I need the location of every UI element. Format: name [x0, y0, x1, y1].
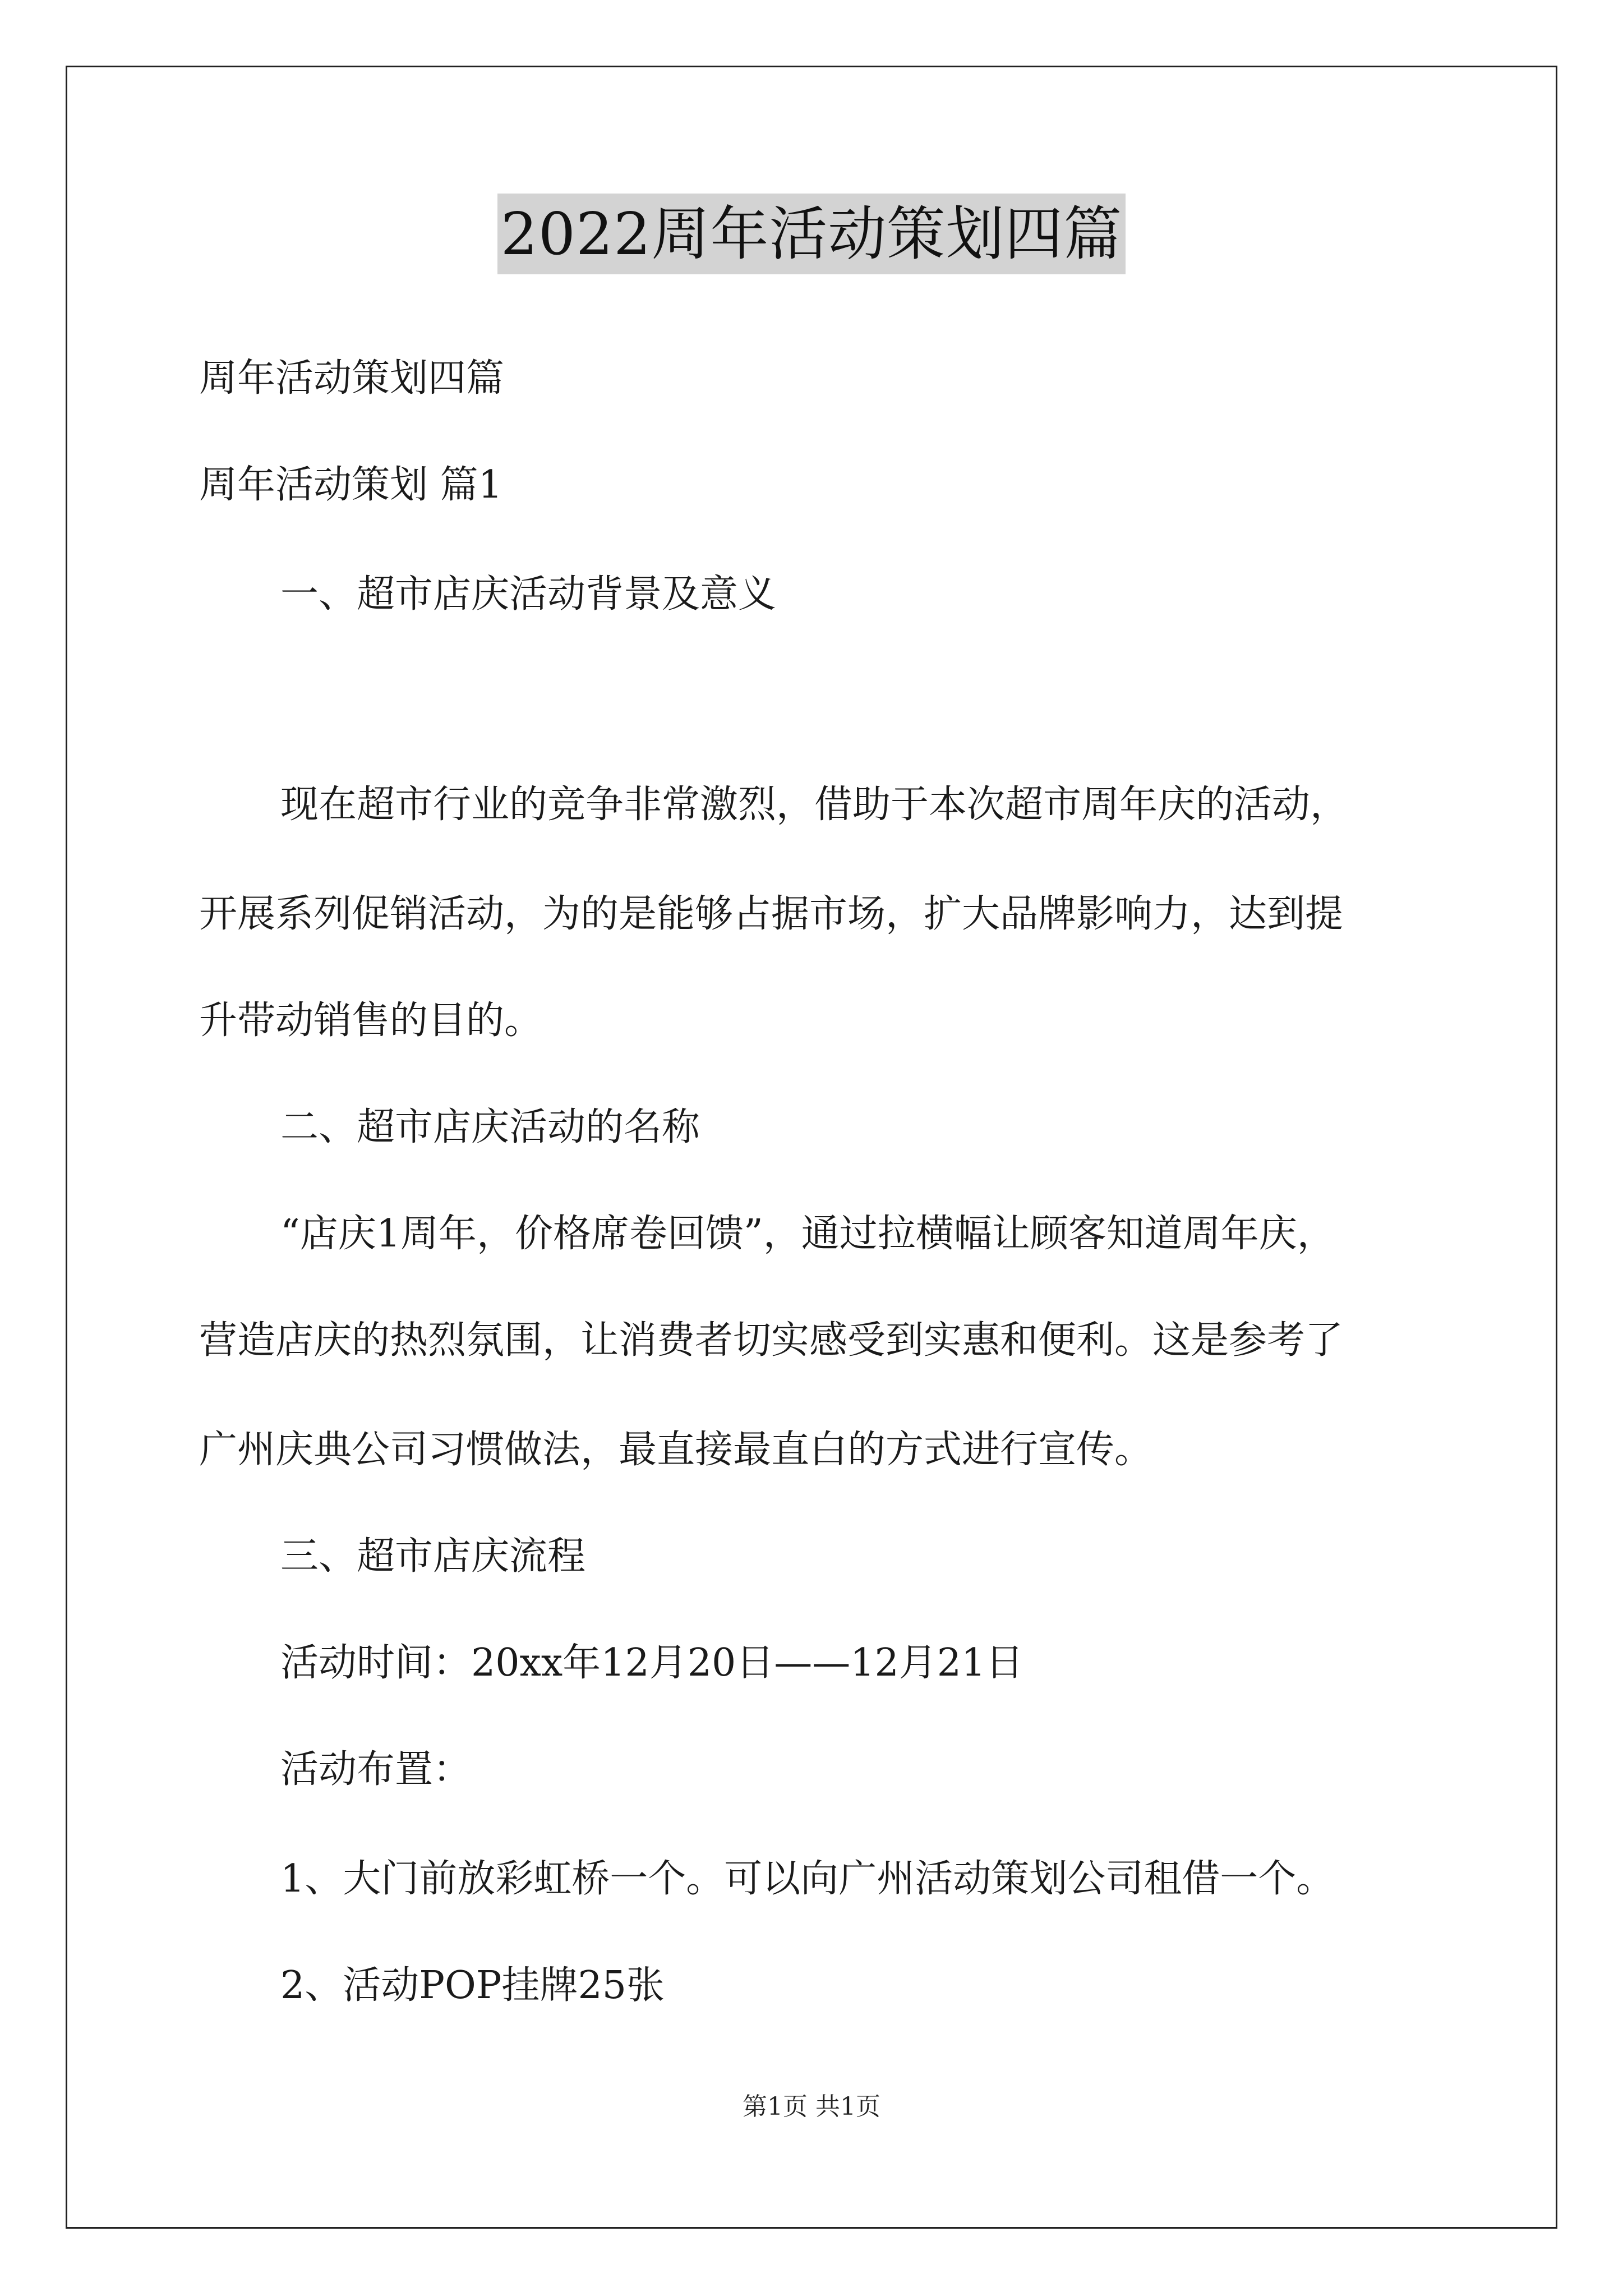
heading-name: 二、超市店庆活动的名称	[280, 1105, 700, 1149]
paragraph-line: 广州庆典公司习惯做法，最直接最直白的方式进行宣传。	[199, 1428, 1153, 1472]
paragraph-line: 开展系列促销活动，为的是能够占据市场，扩大品牌影响力，达到提	[199, 892, 1344, 936]
paragraph-line: “店庆1周年，价格席卷回馈”，通过拉横幅让顾客知道周年庆，	[280, 1212, 1335, 1256]
section-heading: 周年活动策划 篇1	[199, 463, 502, 507]
paragraph-line: 营造店庆的热烈氛围，让消费者切实感受到实惠和便利。这是参考了	[199, 1318, 1344, 1363]
list-item: 1、大门前放彩虹桥一个。可以向广州活动策划公司租借一个。	[280, 1857, 1335, 1901]
list-item: 2、活动POP挂牌25张	[280, 1963, 665, 2008]
heading-background: 一、超市店庆活动背景及意义	[280, 572, 777, 616]
activity-setup: 活动布置：	[280, 1747, 472, 1792]
paragraph-line: 现在超市行业的竞争非常激烈，借助于本次超市周年庆的活动，	[280, 783, 1349, 827]
page-footer: 第1页 共1页	[743, 2092, 880, 2121]
title-container	[0, 194, 1623, 274]
document-title: 2022周年活动策划四篇	[497, 194, 1126, 274]
activity-time: 活动时间：20xx年12月20日——12月21日	[280, 1641, 1024, 1685]
document-subtitle: 周年活动策划四篇	[199, 356, 505, 401]
paragraph-line: 升带动销售的目的。	[199, 999, 543, 1043]
heading-process: 三、超市店庆流程	[280, 1534, 586, 1579]
